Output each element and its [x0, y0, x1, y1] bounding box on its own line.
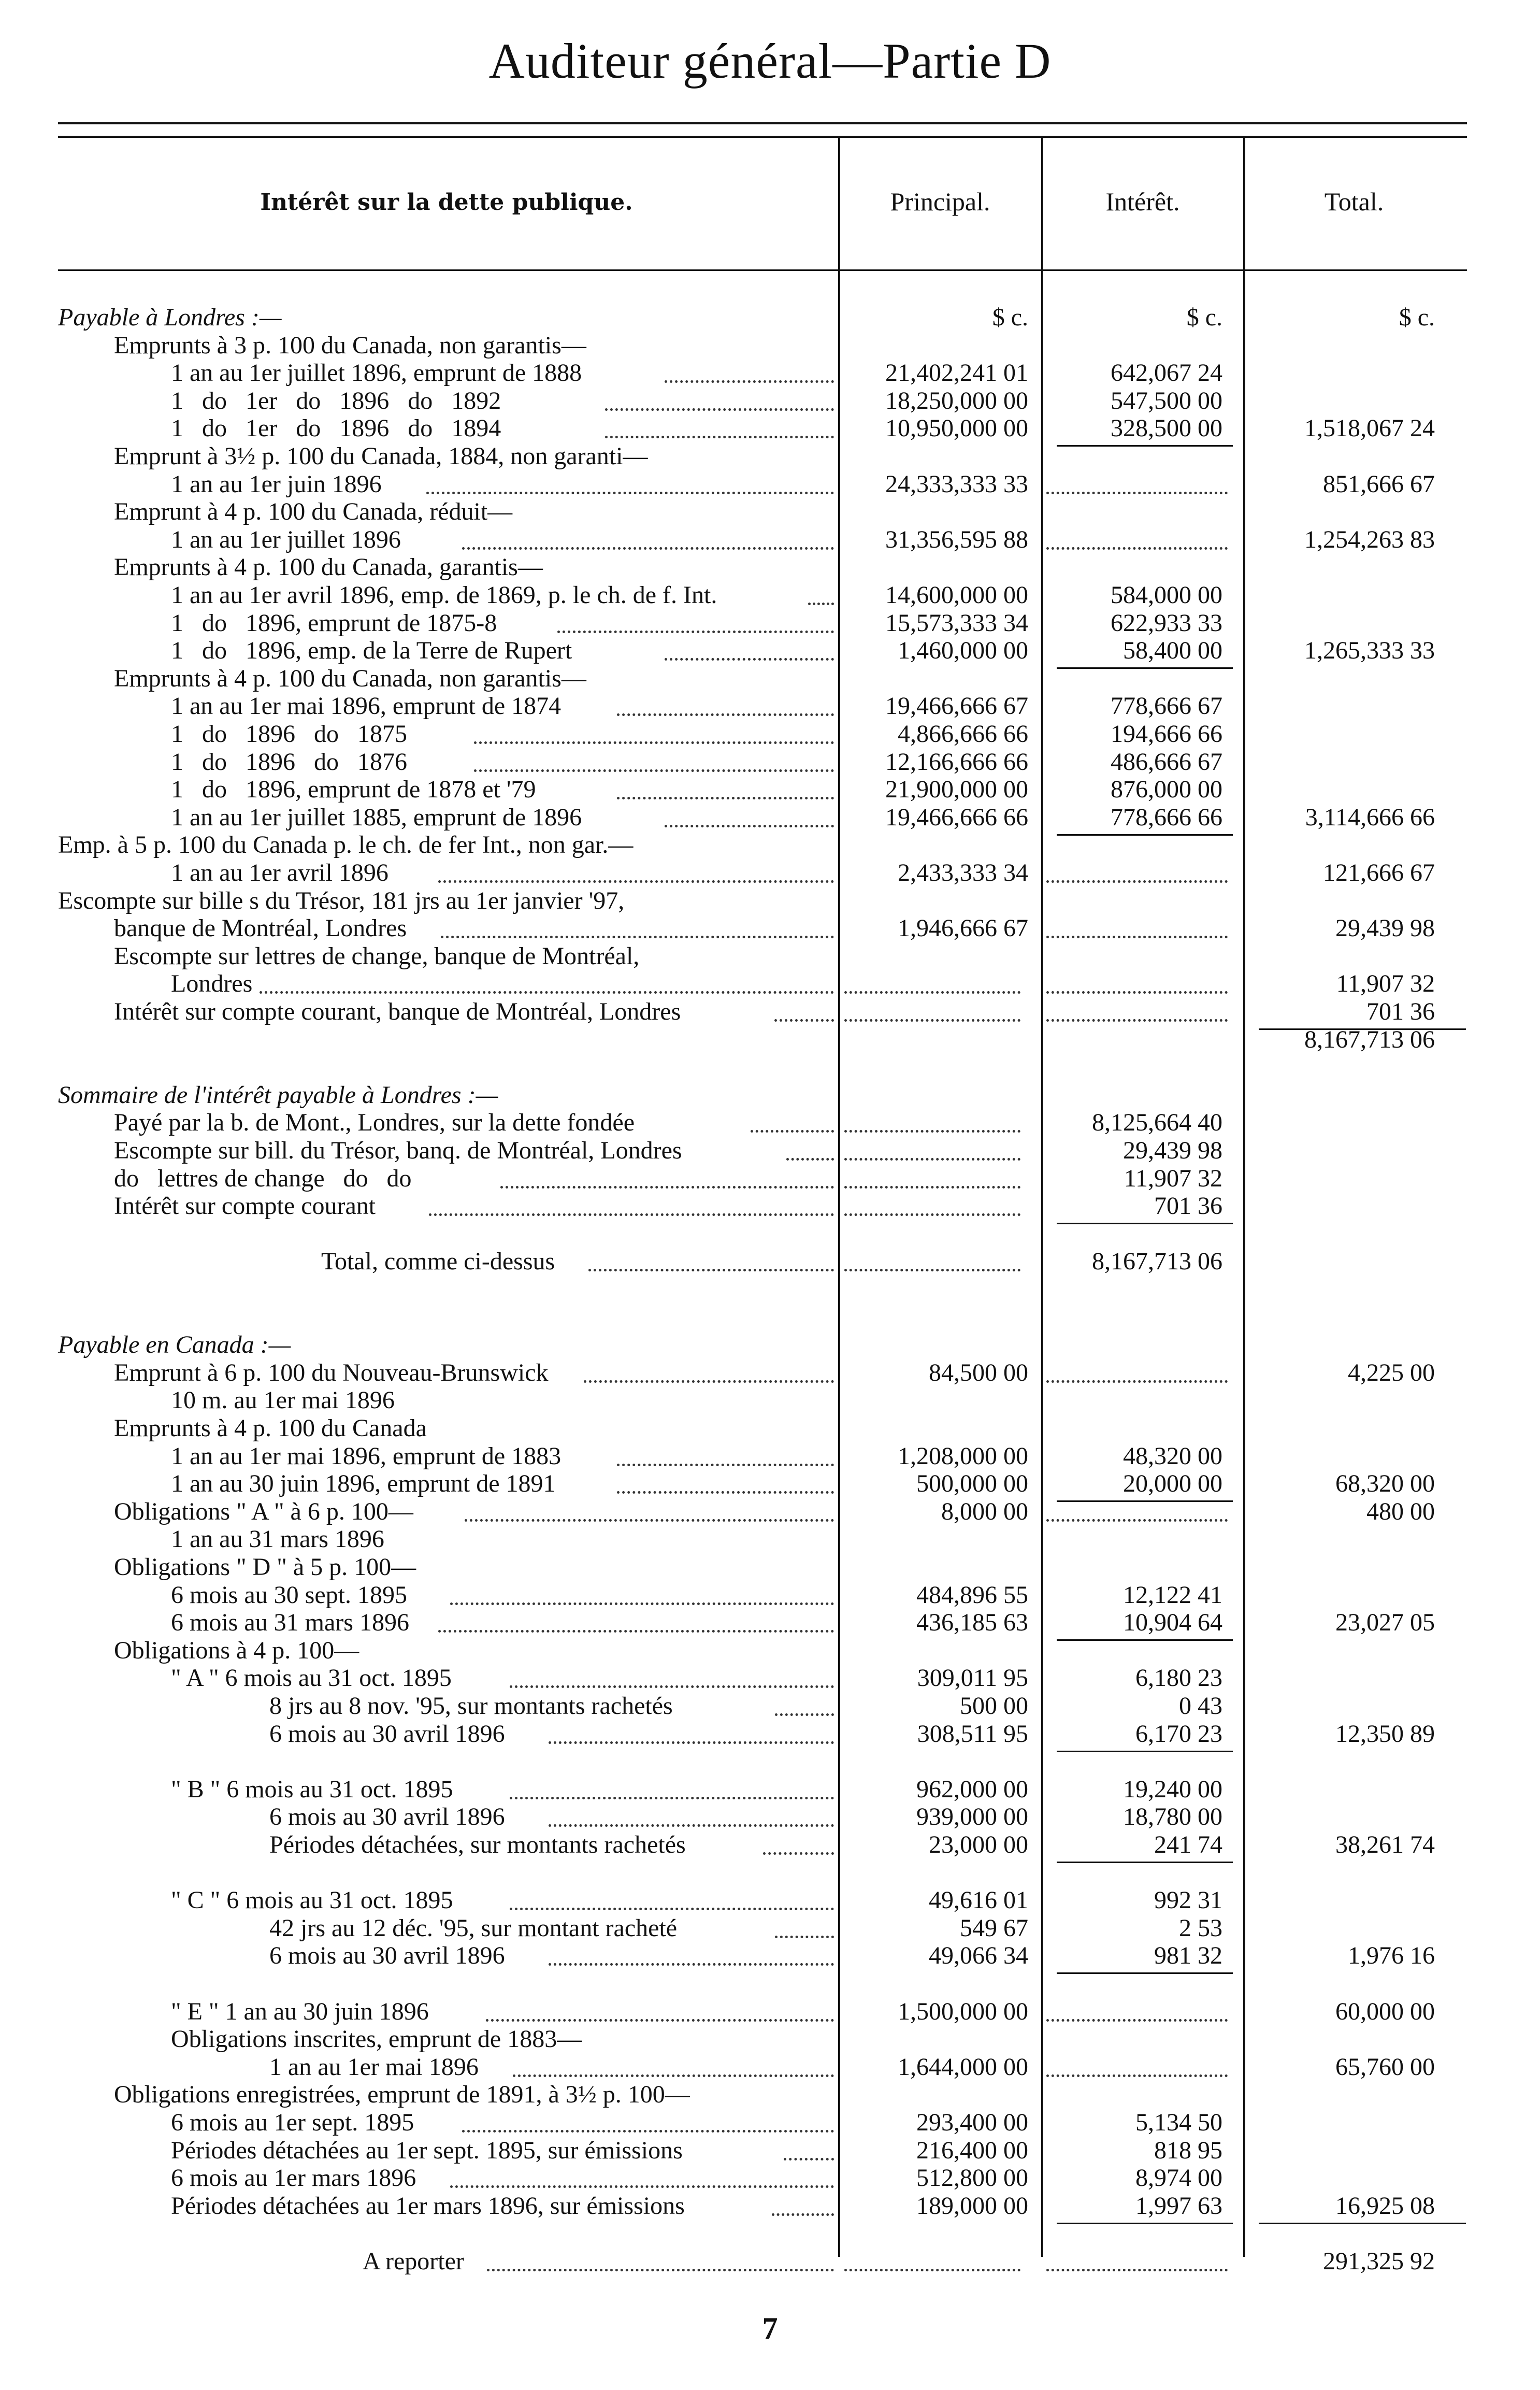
- leader-dots: [751, 1130, 834, 1133]
- principal-cell: 8,000 00: [941, 1498, 1028, 1525]
- interet-cell: 5,134 50: [1135, 2109, 1222, 2136]
- leader-dots: [487, 2269, 834, 2271]
- leader-dots: [510, 1685, 834, 1688]
- interet-cell: 2 53: [1179, 1914, 1222, 1942]
- principal-cell: 436,185 63: [916, 1609, 1028, 1636]
- interet-cell: 642,067 24: [1111, 359, 1222, 387]
- blank-dots: [1046, 1380, 1228, 1383]
- leader-dots: [617, 1491, 834, 1494]
- leader-dots: [450, 1602, 834, 1605]
- interet-cell: 6,180 23: [1135, 1664, 1222, 1692]
- leader-dots: [465, 1519, 834, 1522]
- total-cell: 1,265,333 33: [1304, 637, 1435, 664]
- ledger-row: [0, 1692, 1540, 1721]
- leader-dots: [426, 492, 834, 494]
- leader-dots: [510, 1797, 834, 1799]
- interet-cell: 20,000 00: [1123, 1470, 1222, 1497]
- total-cell: 1,976 16: [1348, 1942, 1435, 1969]
- leader-dots: [808, 603, 834, 605]
- total-cell: 3,114,666 66: [1305, 804, 1435, 831]
- ledger-row: [0, 359, 1540, 388]
- leader-dots: [486, 2019, 834, 2022]
- ledger-row: [0, 748, 1540, 777]
- principal-cell: 84,500 00: [929, 1359, 1028, 1386]
- total-cell: 23,027 05: [1335, 1609, 1435, 1636]
- interet-cell: 29,439 98: [1123, 1137, 1222, 1164]
- ledger-row: [0, 997, 1540, 1026]
- ledger-row: [0, 831, 1540, 860]
- total-cell: 16,925 08: [1335, 2192, 1435, 2220]
- ledger-row: [0, 1941, 1540, 1970]
- ledger-row: [0, 1275, 1540, 1304]
- leader-dots: [665, 380, 834, 383]
- ledger-row: [0, 1553, 1540, 1582]
- ledger-row: [0, 414, 1540, 443]
- row-label: Périodes détachées, sur montants rachetés: [269, 1831, 686, 1858]
- row-label: Payable en Canada :—: [58, 1331, 291, 1358]
- ledger-row: [0, 1997, 1540, 2026]
- ledger-row: [0, 1886, 1540, 1915]
- interet-cell: 486,666 67: [1111, 748, 1222, 776]
- principal-cell: 49,616 01: [929, 1886, 1028, 1914]
- ledger-row: [0, 1108, 1540, 1137]
- blank-dots: [1046, 2269, 1228, 2271]
- principal-cell: 24,333,333 33: [885, 470, 1028, 498]
- row-label: Escompte sur lettres de change, banque de Montréal,: [114, 942, 640, 970]
- ledger-row: [0, 2164, 1540, 2193]
- ledger-row: [0, 1747, 1540, 1776]
- interet-cell: 1,997 63: [1135, 2192, 1222, 2220]
- ledger-row: [0, 609, 1540, 638]
- leader-dots: [665, 825, 834, 827]
- principal-cell: 14,600,000 00: [885, 581, 1028, 609]
- row-label: 1 do 1896 do 1875: [171, 720, 407, 748]
- row-label: Emprunts à 4 p. 100 du Canada: [114, 1414, 427, 1442]
- row-label: Intérêt sur compte courant, banque de Montréal, Londres: [114, 998, 681, 1025]
- total-cell: 65,760 00: [1335, 2053, 1435, 2081]
- principal-cell: 12,166,666 66: [885, 748, 1028, 776]
- blank-dots: [844, 1130, 1020, 1133]
- ledger-row: [0, 720, 1540, 749]
- principal-cell: 21,900,000 00: [885, 776, 1028, 803]
- blank-dots: [1046, 547, 1228, 550]
- ledger-row: [0, 1608, 1540, 1637]
- ledger-row: [0, 1969, 1540, 1998]
- principal-cell: 189,000 00: [916, 2192, 1028, 2220]
- ledger-row: [0, 581, 1540, 610]
- row-label: 1 do 1896 do 1876: [171, 748, 407, 776]
- leader-dots: [775, 1936, 834, 1938]
- row-label: Emp. à 5 p. 100 du Canada p. le ch. de fer Int., non gar.—: [58, 831, 634, 858]
- row-label: 6 mois au 1er sept. 1895: [171, 2109, 414, 2136]
- row-label: 1 do 1896, emp. de la Terre de Rupert: [171, 637, 572, 664]
- ledger-row: [0, 1775, 1540, 1804]
- ledger-row: [0, 692, 1540, 721]
- blank-dots: [1046, 1019, 1228, 1022]
- principal-cell: 19,466,666 67: [885, 692, 1028, 720]
- ledger-row: [0, 1414, 1540, 1443]
- principal-cell: 49,066 34: [929, 1942, 1028, 1969]
- leader-dots: [605, 408, 834, 411]
- ledger-row: [0, 1164, 1540, 1193]
- leader-dots: [617, 797, 834, 799]
- row-label: 1 do 1896, emprunt de 1878 et '79: [171, 776, 536, 803]
- ledger-row: [0, 664, 1540, 693]
- row-label: Intérêt sur compte courant: [114, 1192, 376, 1220]
- leader-dots: [786, 1158, 834, 1161]
- leader-dots: [450, 2185, 834, 2188]
- row-label: Emprunt à 6 p. 100 du Nouveau-Brunswick: [114, 1359, 549, 1386]
- row-label: 1 do 1896, emprunt de 1875-8: [171, 609, 497, 637]
- blank-dots: [844, 1186, 1020, 1189]
- total-cell: 291,325 92: [1323, 2248, 1435, 2275]
- ledger-row: [0, 1358, 1540, 1387]
- leader-dots: [784, 2158, 834, 2160]
- total-cell: 8,167,713 06: [1304, 1026, 1435, 1053]
- principal-cell: 500 00: [960, 1692, 1028, 1720]
- leader-dots: [605, 436, 834, 438]
- ledger-row: [0, 1053, 1540, 1082]
- row-label: banque de Montréal, Londres: [114, 914, 407, 942]
- blank-dots: [1046, 991, 1228, 994]
- row-label: Emprunt à 4 p. 100 du Canada, réduit—: [114, 498, 513, 525]
- leader-dots: [588, 1269, 834, 1271]
- leader-dots: [665, 658, 834, 661]
- ledger-row: [0, 1220, 1540, 1249]
- leader-dots: [462, 2130, 834, 2133]
- ledger-row: [0, 2136, 1540, 2165]
- ledger-row: [0, 914, 1540, 943]
- ledger-row: [0, 497, 1540, 526]
- ledger-row: [0, 1386, 1540, 1415]
- blank-dots: [844, 2269, 1020, 2271]
- row-label: Obligations " D " à 5 p. 100—: [114, 1553, 416, 1581]
- blank-dots: [1046, 880, 1228, 883]
- ledger-row: [0, 1469, 1540, 1498]
- row-label: 1 an au 1er avril 1896: [171, 859, 388, 886]
- blank-dots: [844, 1269, 1020, 1271]
- ledger-row: [0, 1858, 1540, 1887]
- row-label: Escompte sur bill. du Trésor, banq. de Montréal, Londres: [114, 1137, 682, 1164]
- ledger-row: [0, 1497, 1540, 1526]
- principal-cell: 21,402,241 01: [885, 359, 1028, 387]
- row-label: Escompte sur bille s du Trésor, 181 jrs au 1er janvier '97,: [58, 887, 625, 914]
- col-header-total: Total.: [1324, 187, 1384, 216]
- blank-dots: [1046, 936, 1228, 938]
- principal-cell: 309,011 95: [917, 1664, 1028, 1692]
- ledger-row: [0, 636, 1540, 665]
- leader-dots: [549, 1741, 834, 1744]
- total-cell: 60,000 00: [1335, 1998, 1435, 2025]
- row-label: 1 an au 1er juillet 1885, emprunt de 1896: [171, 804, 582, 831]
- interet-cell: 18,780 00: [1123, 1803, 1222, 1830]
- row-label: 1 an au 1er juin 1896: [171, 470, 382, 498]
- ledger-row: [0, 1330, 1540, 1359]
- leader-dots: [438, 880, 834, 883]
- col-header-interet: Intérêt.: [1105, 187, 1180, 216]
- leader-dots: [474, 741, 834, 744]
- leader-dots: [474, 769, 834, 772]
- blank-dots: [844, 1019, 1020, 1022]
- row-label: Londres: [171, 970, 253, 997]
- row-label: Total, comme ci-dessus: [321, 1248, 555, 1275]
- ledger-row: [0, 553, 1540, 582]
- ledger-row: [0, 1914, 1540, 1943]
- leader-dots: [617, 713, 834, 716]
- row-label: Emprunts à 4 p. 100 du Canada, non garantis—: [114, 665, 586, 692]
- interet-cell: 778,666 67: [1111, 692, 1222, 720]
- row-label: 1 an au 31 mars 1896: [171, 1525, 384, 1553]
- leader-dots: [429, 1213, 834, 1216]
- row-label: Emprunts à 3 p. 100 du Canada, non garantis—: [114, 332, 586, 359]
- page-title: Auditeur général—Partie D: [488, 33, 1052, 89]
- leader-dots: [513, 2074, 834, 2077]
- ledger-row: [0, 303, 1540, 332]
- ledger-row: [0, 1192, 1540, 1221]
- total-cell: 851,666 67: [1323, 470, 1435, 498]
- total-cell: 38,261 74: [1335, 1831, 1435, 1858]
- principal-cell: 15,573,333 34: [885, 609, 1028, 637]
- interet-cell: 8,125,664 40: [1092, 1109, 1222, 1136]
- total-cell: 29,439 98: [1335, 914, 1435, 942]
- row-label: 6 mois au 30 avril 1896: [269, 1803, 505, 1830]
- row-label: Périodes détachées au 1er sept. 1895, sur émissions: [171, 2137, 683, 2164]
- ledger-row: [0, 1442, 1540, 1471]
- row-label: 1 an au 1er mai 1896: [269, 2053, 479, 2081]
- interet-cell: 818 95: [1154, 2137, 1222, 2164]
- ledger-row: [0, 2053, 1540, 2082]
- total-cell: 68,320 00: [1335, 1470, 1435, 1497]
- total-cell: 701 36: [1366, 998, 1435, 1025]
- ledger-row: [0, 969, 1540, 998]
- ledger-row: [0, 2192, 1540, 2221]
- ledger-row: [0, 1720, 1540, 1749]
- principal-cell: 962,000 00: [916, 1776, 1028, 1803]
- principal-cell: 18,250,000 00: [885, 387, 1028, 414]
- principal-cell: 4,866,666 66: [898, 720, 1028, 748]
- row-label: 1 an au 1er mai 1896, emprunt de 1874: [171, 692, 562, 720]
- ledger-row: [0, 1664, 1540, 1693]
- leader-dots: [557, 631, 834, 633]
- interet-cell: 6,170 23: [1135, 1720, 1222, 1748]
- leader-dots: [549, 1963, 834, 1966]
- interet-cell: 981 32: [1154, 1942, 1222, 1969]
- leader-dots: [500, 1186, 834, 1189]
- interet-cell: 58,400 00: [1123, 637, 1222, 664]
- interet-cell: 547,500 00: [1111, 387, 1222, 414]
- total-cell: 11,907 32: [1336, 970, 1435, 997]
- row-label: 1 an au 1er mai 1896, emprunt de 1883: [171, 1442, 562, 1470]
- principal-cell: 2,433,333 34: [898, 859, 1028, 886]
- blank-dots: [844, 1213, 1020, 1216]
- principal-cell: 1,946,666 67: [898, 914, 1028, 942]
- principal-cell: 500,000 00: [916, 1470, 1028, 1497]
- principal-cell: $ c.: [992, 304, 1028, 331]
- ledger-row: [0, 2108, 1540, 2137]
- ledger-row: [0, 1636, 1540, 1665]
- interet-cell: 48,320 00: [1123, 1442, 1222, 1470]
- row-label: 6 mois au 30 avril 1896: [269, 1942, 505, 1969]
- blank-dots: [844, 1158, 1020, 1161]
- principal-cell: 293,400 00: [916, 2109, 1028, 2136]
- leader-dots: [763, 1852, 834, 1855]
- leader-dots: [775, 1713, 834, 1716]
- principal-cell: 512,800 00: [916, 2164, 1028, 2192]
- ledger-row: [0, 942, 1540, 971]
- ledger-row: [0, 1136, 1540, 1165]
- total-cell: 121,666 67: [1323, 859, 1435, 886]
- row-label: 1 an au 1er juillet 1896, emprunt de 1888: [171, 359, 582, 387]
- blank-dots: [1046, 2019, 1228, 2022]
- leader-dots: [774, 1019, 834, 1022]
- row-label: Périodes détachées au 1er mars 1896, sur émissions: [171, 2192, 685, 2220]
- interet-cell: $ c.: [1186, 304, 1222, 331]
- leader-dots: [772, 2213, 834, 2216]
- interet-cell: 701 36: [1154, 1192, 1222, 1220]
- leader-dots: [584, 1380, 834, 1383]
- leader-dots: [617, 1464, 834, 1466]
- row-label: Obligations inscrites, emprunt de 1883—: [171, 2025, 582, 2053]
- leader-dots: [260, 991, 834, 994]
- total-cell: 1,254,263 83: [1304, 526, 1435, 553]
- interet-cell: 241 74: [1154, 1831, 1222, 1858]
- row-label: 1 an au 1er avril 1896, emp. de 1869, p. le ch. de f. Int.: [171, 581, 717, 609]
- row-label: " B " 6 mois au 31 oct. 1895: [171, 1776, 453, 1803]
- row-label: 1 an au 30 juin 1896, emprunt de 1891: [171, 1470, 556, 1497]
- row-label: A reporter: [363, 2248, 464, 2275]
- total-cell: 480 00: [1366, 1498, 1435, 1525]
- leader-dots: [441, 936, 834, 938]
- ledger-row: [0, 1247, 1540, 1276]
- principal-cell: 308,511 95: [917, 1720, 1028, 1748]
- total-cell: $ c.: [1399, 304, 1435, 331]
- interet-cell: 622,933 33: [1111, 609, 1222, 637]
- row-label: 1 do 1er do 1896 do 1894: [171, 414, 501, 442]
- principal-cell: 10,950,000 00: [885, 414, 1028, 442]
- row-label: Emprunt à 3½ p. 100 du Canada, 1884, non garanti—: [114, 442, 648, 470]
- col-header-description: Intérêt sur la dette publique.: [260, 189, 633, 216]
- row-label: 6 mois au 1er mars 1896: [171, 2164, 416, 2192]
- interet-cell: 12,122 41: [1123, 1581, 1222, 1609]
- row-label: 1 do 1er do 1896 do 1892: [171, 387, 501, 414]
- total-cell: 1,518,067 24: [1304, 414, 1435, 442]
- row-label: " A " 6 mois au 31 oct. 1895: [171, 1664, 452, 1692]
- row-label: Payé par la b. de Mont., Londres, sur la dette fondée: [114, 1109, 635, 1136]
- ledger-row: [0, 858, 1540, 888]
- leader-dots: [510, 1908, 834, 1910]
- interet-cell: 11,907 32: [1124, 1165, 1222, 1192]
- interet-cell: 8,167,713 06: [1092, 1248, 1222, 1275]
- principal-cell: 19,466,666 66: [885, 804, 1028, 831]
- row-label: Sommaire de l'intérêt payable à Londres :—: [58, 1081, 498, 1109]
- row-label: 8 jrs au 8 nov. '95, sur montants rachetés: [269, 1692, 673, 1720]
- principal-cell: 549 67: [960, 1914, 1028, 1942]
- row-label: 6 mois au 30 sept. 1895: [171, 1581, 407, 1609]
- leader-dots: [549, 1824, 834, 1827]
- total-cell: 4,225 00: [1348, 1359, 1435, 1386]
- row-label: 42 jrs au 12 déc. '95, sur montant racheté: [269, 1914, 678, 1942]
- leader-dots: [438, 1630, 834, 1633]
- ledger-row: [0, 2247, 1540, 2276]
- row-label: Emprunts à 4 p. 100 du Canada, garantis—: [114, 553, 543, 581]
- ledger-row: [0, 1081, 1540, 1110]
- ledger-row: [0, 1581, 1540, 1610]
- principal-cell: 939,000 00: [916, 1803, 1028, 1830]
- principal-cell: 1,208,000 00: [898, 1442, 1028, 1470]
- principal-cell: 1,460,000 00: [898, 637, 1028, 664]
- row-label: 6 mois au 30 avril 1896: [269, 1720, 505, 1748]
- row-label: 6 mois au 31 mars 1896: [171, 1609, 409, 1636]
- row-label: Obligations à 4 p. 100—: [114, 1637, 359, 1664]
- row-label: 1 an au 1er juillet 1896: [171, 526, 401, 553]
- interet-cell: 992 31: [1154, 1886, 1222, 1914]
- blank-dots: [1046, 492, 1228, 494]
- ledger-row: [0, 470, 1540, 499]
- ledger-row: [0, 886, 1540, 915]
- row-label: Obligations enregistrées, emprunt de 1891, à 3½ p. 100—: [114, 2081, 690, 2108]
- ledger-row: [0, 775, 1540, 804]
- principal-cell: 216,400 00: [916, 2137, 1028, 2164]
- principal-cell: 1,644,000 00: [898, 2053, 1028, 2081]
- ledger-row: [0, 2219, 1540, 2248]
- interet-cell: 328,500 00: [1111, 414, 1222, 442]
- ledger-row: [0, 1802, 1540, 1831]
- interet-cell: 876,000 00: [1111, 776, 1222, 803]
- principal-cell: 1,500,000 00: [898, 1998, 1028, 2025]
- col-header-principal: Principal.: [890, 187, 990, 216]
- ledger-row: [0, 387, 1540, 416]
- row-label: 10 m. au 1er mai 1896: [171, 1386, 395, 1414]
- interet-cell: 778,666 66: [1111, 804, 1222, 831]
- row-label: " E " 1 an au 30 juin 1896: [171, 1998, 429, 2025]
- row-label: Obligations " A " à 6 p. 100—: [114, 1498, 413, 1525]
- blank-dots: [844, 991, 1020, 994]
- blank-dots: [1046, 1519, 1228, 1522]
- principal-cell: 31,356,595 88: [885, 526, 1028, 553]
- principal-cell: 484,896 55: [916, 1581, 1028, 1609]
- ledger-row: [0, 331, 1540, 360]
- ledger-row: [0, 525, 1540, 554]
- row-label: " C " 6 mois au 31 oct. 1895: [171, 1886, 453, 1914]
- interet-cell: 194,666 66: [1111, 720, 1222, 748]
- ledger-row: [0, 803, 1540, 832]
- ledger-row: [0, 442, 1540, 471]
- interet-cell: 8,974 00: [1135, 2164, 1222, 2192]
- row-label: Payable à Londres :—: [58, 304, 282, 331]
- leader-dots: [462, 547, 834, 550]
- interet-cell: 584,000 00: [1111, 581, 1222, 609]
- interet-cell: 0 43: [1179, 1692, 1222, 1720]
- page-number: 7: [762, 2311, 778, 2345]
- ledger-row: [0, 1830, 1540, 1859]
- ledger-row: [0, 1303, 1540, 1332]
- row-label: do lettres de change do do: [114, 1165, 412, 1192]
- ledger-row: [0, 2025, 1540, 2054]
- principal-cell: 23,000 00: [929, 1831, 1028, 1858]
- interet-cell: 10,904 64: [1123, 1609, 1222, 1636]
- total-cell: 12,350 89: [1335, 1720, 1435, 1748]
- blank-dots: [1046, 2074, 1228, 2077]
- ledger-row: [0, 1525, 1540, 1554]
- ledger-row: [0, 2080, 1540, 2109]
- interet-cell: 19,240 00: [1123, 1776, 1222, 1803]
- ledger-row: [0, 1025, 1540, 1054]
